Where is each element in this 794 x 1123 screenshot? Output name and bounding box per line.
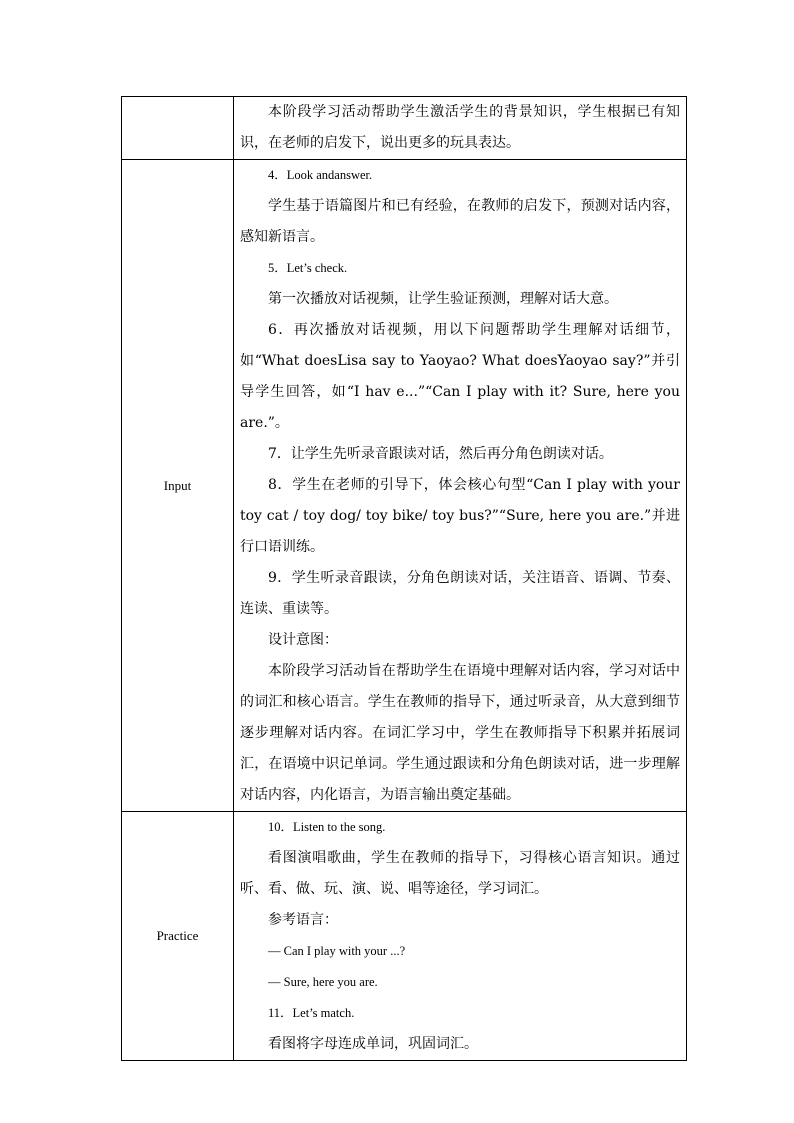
content-paragraph: 学生基于语篇图片和已有经验，在教师的启发下，预测对话内容，感知新语言。 xyxy=(240,198,680,245)
table-row xyxy=(122,160,687,812)
content-paragraph: 7．让学生先听录音跟读对话，然后再分角色朗读对话。 xyxy=(268,446,613,462)
content-paragraph: 4．Look andanswer. xyxy=(268,168,373,182)
reference-language-heading: 参考语言： xyxy=(268,912,338,928)
table-row xyxy=(122,812,687,1061)
content-paragraph: 本阶段学习活动帮助学生激活学生的背景知识，学生根据已有知识，在老师的启发下，说出更多的玩具表达。 xyxy=(240,104,680,151)
content-paragraph: 10．Listen to the song. xyxy=(268,820,386,834)
stage-label-practice: Practice xyxy=(122,812,234,1061)
content-paragraph: — Can I play with your ...? xyxy=(268,944,406,958)
content-paragraph: 9．学生听录音跟读，分角色朗读对话，关注语音、语调、节奏、连读、重读等。 xyxy=(240,570,680,617)
stage-content-practice xyxy=(234,812,687,1061)
content-paragraph: 看图将字母连成单词，巩固词汇。 xyxy=(268,1036,478,1052)
stage-label-input: Input xyxy=(122,160,234,812)
content-paragraph: 11．Let’s match. xyxy=(268,1006,355,1020)
design-intent-heading: 设计意图： xyxy=(268,632,338,648)
content-paragraph: 6．再次播放对话视频，用以下问题帮助学生理解对话细节，如“What doesLisa say to Yaoyao? What doesYaoyao say?”并引导学生回答，如“I hav e...”“Can I play with it? Sure, here you are.”。 xyxy=(240,322,680,431)
content-paragraph: — Sure, here you are. xyxy=(268,975,378,989)
stage-content-cell xyxy=(234,97,687,160)
lesson-plan-table xyxy=(121,96,687,1061)
content-paragraph: 5．Let’s check. xyxy=(268,261,348,275)
content-paragraph: 第一次播放对话视频，让学生验证预测，理解对话大意。 xyxy=(268,291,618,307)
content-paragraph: 本阶段学习活动旨在帮助学生在语境中理解对话内容，学习对话中的词汇和核心语言。学生在教师的指导下，通过听录音，从大意到细节逐步理解对话内容。在词汇学习中，学生在教师指导下积累并拓展词汇，在语境中识记单词。学生通过跟读和分角色朗读对话，进一步理解对话内容，内化语言，为语言输出奠定基础。 xyxy=(240,663,680,803)
stage-content-input xyxy=(234,160,687,812)
content-paragraph: 8．学生在老师的引导下，体会核心句型“Can I play with your toy cat / toy dog/ toy bike/ toy bus?”“Sure, here you are.”并进行口语训练。 xyxy=(240,477,680,555)
table-row xyxy=(122,97,687,160)
stage-label-cell xyxy=(122,97,234,160)
content-paragraph: 看图演唱歌曲，学生在教师的指导下，习得核心语言知识。通过听、看、做、玩、演、说、唱等途径，学习词汇。 xyxy=(240,850,680,897)
